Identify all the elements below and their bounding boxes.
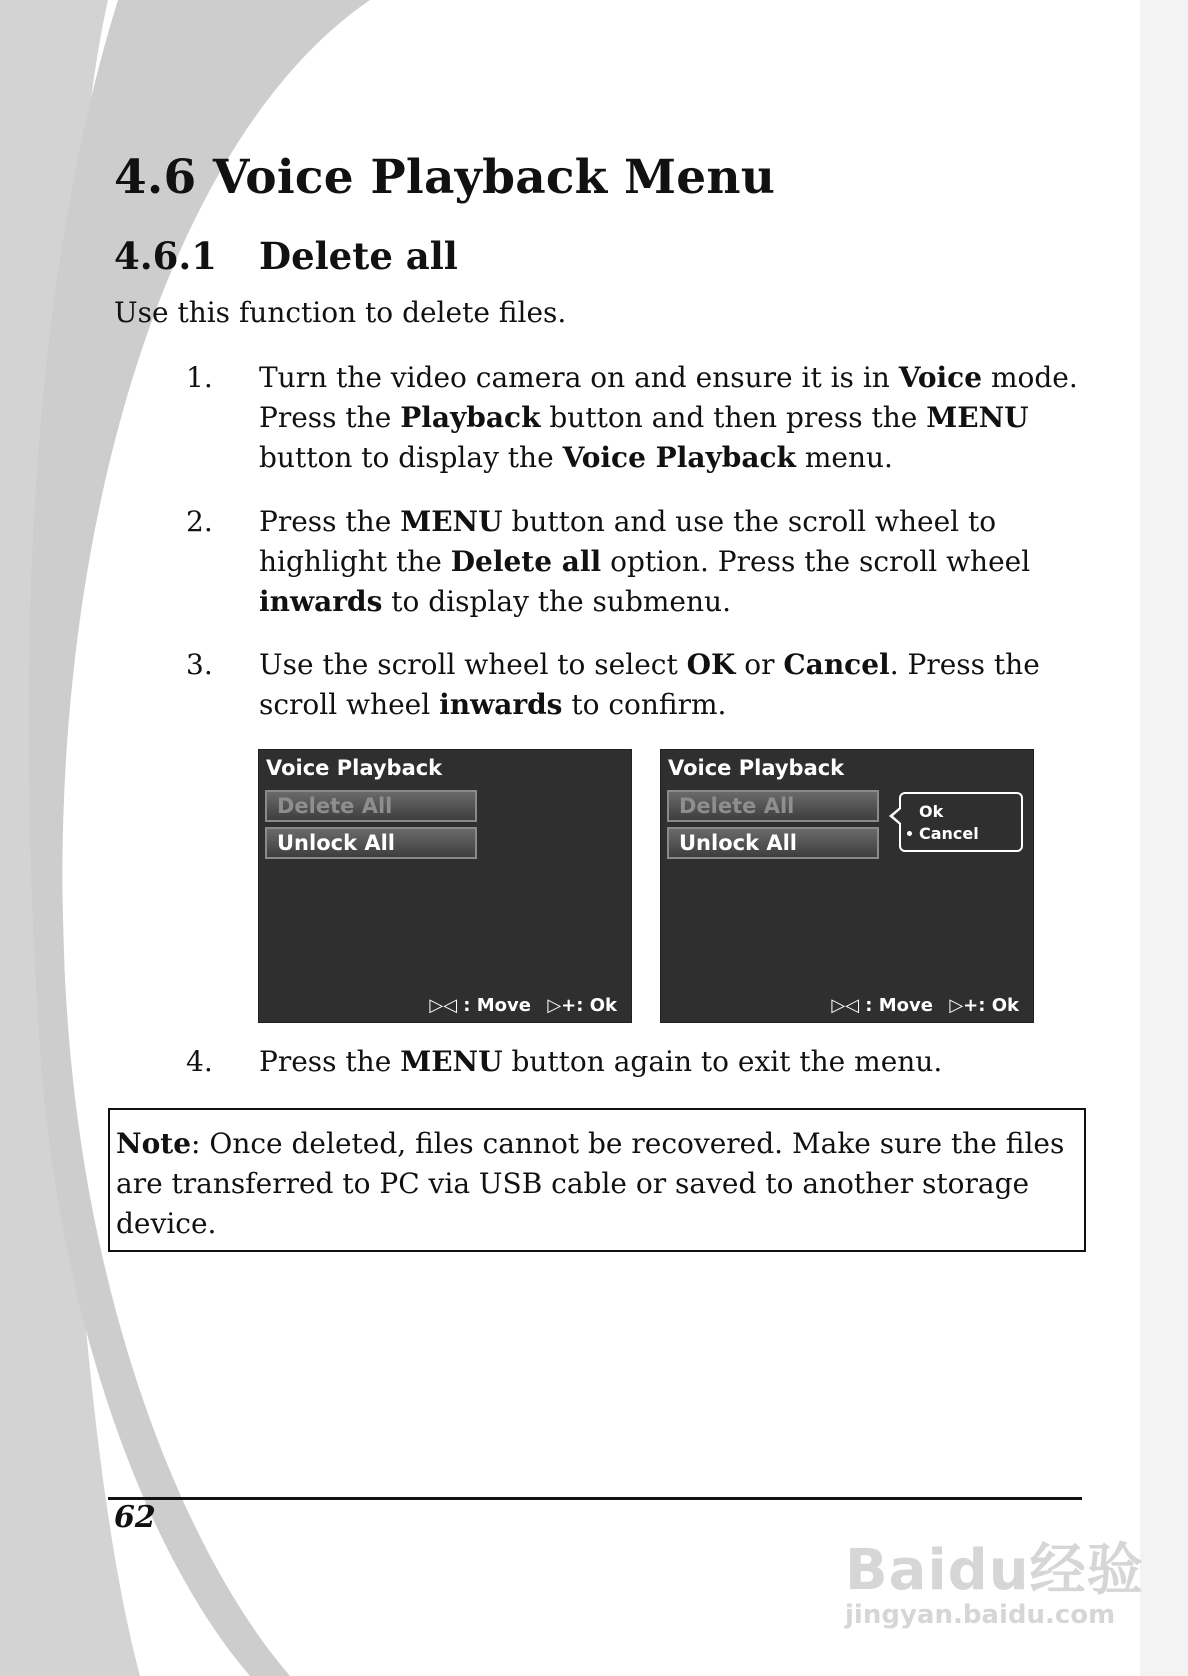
- step-text: Use the scroll wheel to select OK or Cancel. Press the scroll wheel inwards to confirm.: [259, 648, 1040, 721]
- step-text: Press the MENU button and use the scroll wheel to highlight the Delete all option. Press the scroll wheel inwards to display the submenu.: [259, 505, 1031, 618]
- step-number: 4.: [186, 1045, 213, 1078]
- scroll-wheel-icon: ▷◁ :: [831, 995, 879, 1016]
- submenu-option-ok: Ok: [919, 802, 944, 821]
- menu-item-unlock-all: Unlock All: [667, 827, 879, 859]
- step-number: 1.: [186, 361, 213, 394]
- footer-ok-hint: ▷+: Ok: [547, 995, 617, 1016]
- section-heading: 4.6 Voice Playback Menu: [114, 150, 776, 205]
- watermark-url: jingyan.baidu.com: [845, 1600, 1116, 1630]
- screen-title: Voice Playback: [668, 756, 845, 780]
- step-number: 3.: [186, 648, 213, 681]
- menu-item-delete-all: Delete All: [265, 790, 477, 822]
- press-icon: ▷+:: [547, 995, 590, 1016]
- screenshot-delete-all-submenu: [660, 749, 1034, 1023]
- subsection-heading: [114, 234, 458, 278]
- subsection-title: Delete all: [259, 234, 458, 278]
- watermark: [845, 1526, 1144, 1630]
- confirm-submenu: [899, 792, 1023, 852]
- step-number: 2.: [186, 505, 213, 538]
- menu-item-unlock-all: Unlock All: [265, 827, 477, 859]
- page-number: 62: [114, 1500, 156, 1535]
- step-text: Turn the video camera on and ensure it is in Voice mode. Press the Playback button and then press the MENU button to display the Voice Playback menu.: [259, 361, 1078, 474]
- footer-ok-hint: ▷+: Ok: [949, 995, 1019, 1016]
- menu-item-delete-all: Delete All: [667, 790, 879, 822]
- note-label: Note: [116, 1127, 192, 1160]
- screenshot-voice-playback-menu: [258, 749, 632, 1023]
- subsection-number: 4.6.1: [114, 234, 217, 278]
- note-text: : Once deleted, files cannot be recovered. Make sure the files are transferred to PC via USB cable or saved to another storage device.: [116, 1127, 1065, 1240]
- footer-rule: [108, 1497, 1082, 1500]
- screen-title: Voice Playback: [266, 756, 443, 780]
- note-box: [108, 1108, 1086, 1252]
- intro-text: Use this function to delete files.: [114, 296, 567, 329]
- submenu-option-cancel: Cancel: [919, 824, 979, 843]
- step-text: Press the MENU button again to exit the menu.: [259, 1045, 943, 1078]
- scroll-wheel-icon: ▷◁ :: [429, 995, 477, 1016]
- watermark-brand: Baidu经验: [845, 1538, 1144, 1603]
- footer-move-hint: ▷◁ : Move: [429, 995, 531, 1016]
- selection-dot-icon: [907, 831, 912, 836]
- press-icon: ▷+:: [949, 995, 992, 1016]
- footer-move-hint: ▷◁ : Move: [831, 995, 933, 1016]
